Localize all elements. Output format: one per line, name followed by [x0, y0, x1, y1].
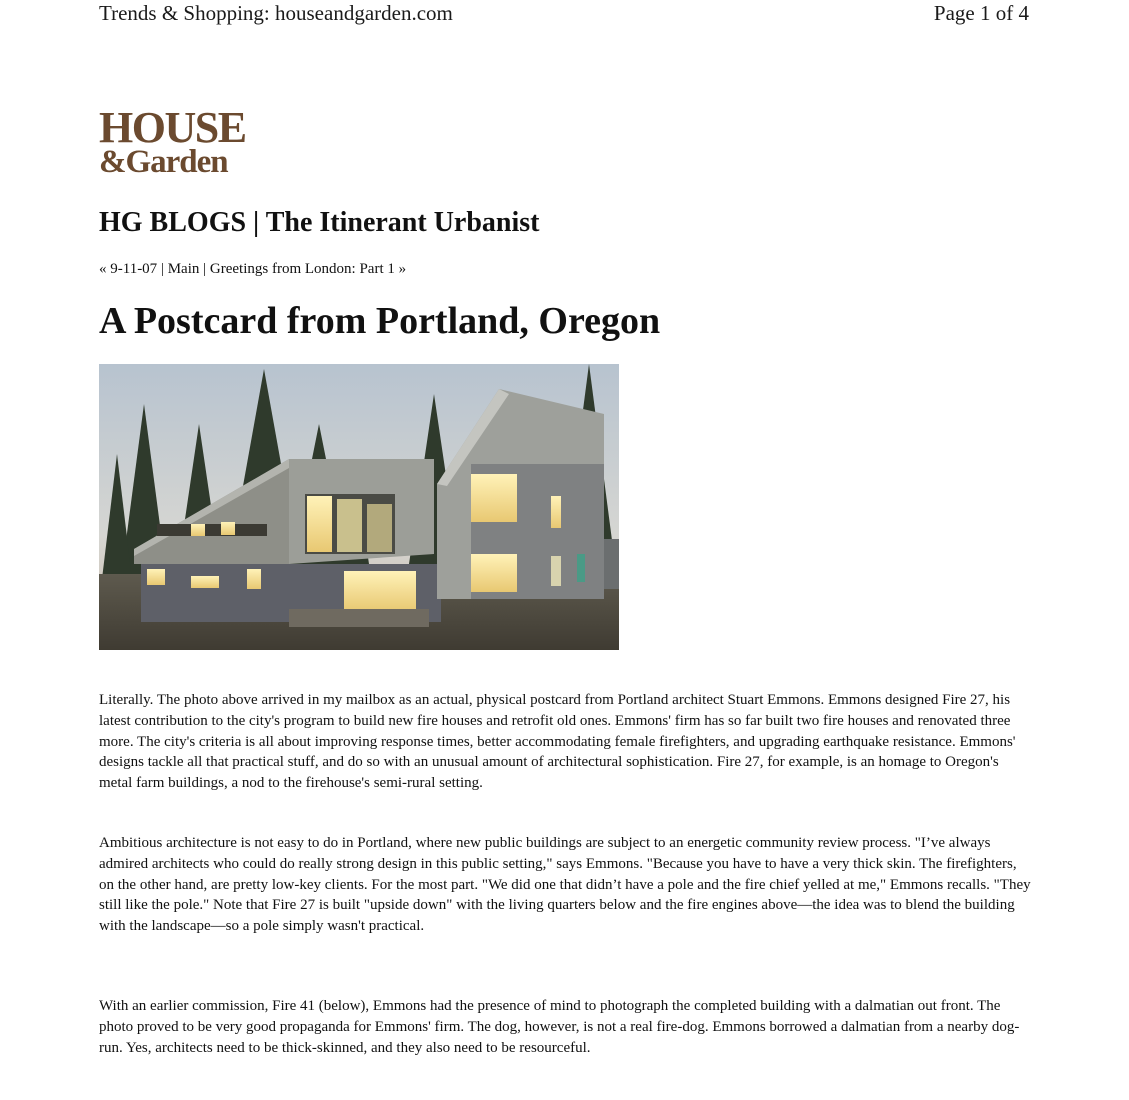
page-header [99, 0, 1029, 28]
house-and-garden-logo[interactable] [99, 103, 246, 180]
breadcrumb [99, 259, 406, 279]
next-post-link[interactable]: Greetings from London: Part 1 » [209, 261, 407, 277]
header-site-title: Trends & Shopping: houseandgarden.com [99, 1, 453, 25]
fire-station-photo [99, 364, 619, 650]
main-link[interactable]: Main [167, 261, 200, 277]
page-number: Page 1 of 4 [933, 1, 1029, 25]
breadcrumb-separator: | [157, 261, 168, 277]
logo-line-1: HOUSE [99, 103, 246, 152]
previous-post-link[interactable]: « 9-11-07 [99, 261, 158, 277]
breadcrumb-separator: | [199, 261, 210, 277]
blog-heading: HG BLOGS | The Itinerant Urbanist [99, 207, 540, 238]
logo-line-2: &Garden [99, 143, 228, 180]
article-paragraph: Ambitious architecture is not easy to do in Portland, where new public buildings are subject to an energetic community review process. "I’ve always admired architects who could do really strong design in this public setting," says Emmons. "Because you have to have a very thick skin. The firefighters, on the other hand, are pretty low-key clients. For the most part. "We did one that didn’t have a pole and the fire chief yelled at me," Emmons recalls. "They still like the pole." Note that Fire 27 is built "upside down" with the living quarters below and the fire engines above—the idea was to blend the building with the landscape—so a pole simply wasn't practical. [99, 835, 1031, 935]
article-title: A Postcard from Portland, Oregon [99, 300, 661, 342]
article-paragraph: Literally. The photo above arrived in my mailbox as an actual, physical postcard from Portland architect Stuart Emmons. Emmons designed Fire 27, his latest contribution to the city's program to build new fire houses and retrofit old ones. Emmons' firm has so far built two fire houses and renovated three more. The city's criteria is all about improving response times, better accommodating female firefighters, and upgrading earthquake resistance. Emmons' designs tackle all that practical stuff, and do so with an unusual amount of architectural sophistication. Fire 27, for example, is an homage to Oregon's metal farm buildings, a nod to the firehouse's semi-rural setting. [99, 692, 1016, 792]
article-paragraph: With an earlier commission, Fire 41 (below), Emmons had the presence of mind to photograph the completed building with a dalmatian out front. The photo proved to be very good propaganda for Emmons' firm. The dog, however, is not a real fire-dog. Emmons borrowed a dalmatian from a nearby dog-run. Yes, architects need to be thick-skinned, and they also need to be resourceful. [99, 998, 1020, 1056]
